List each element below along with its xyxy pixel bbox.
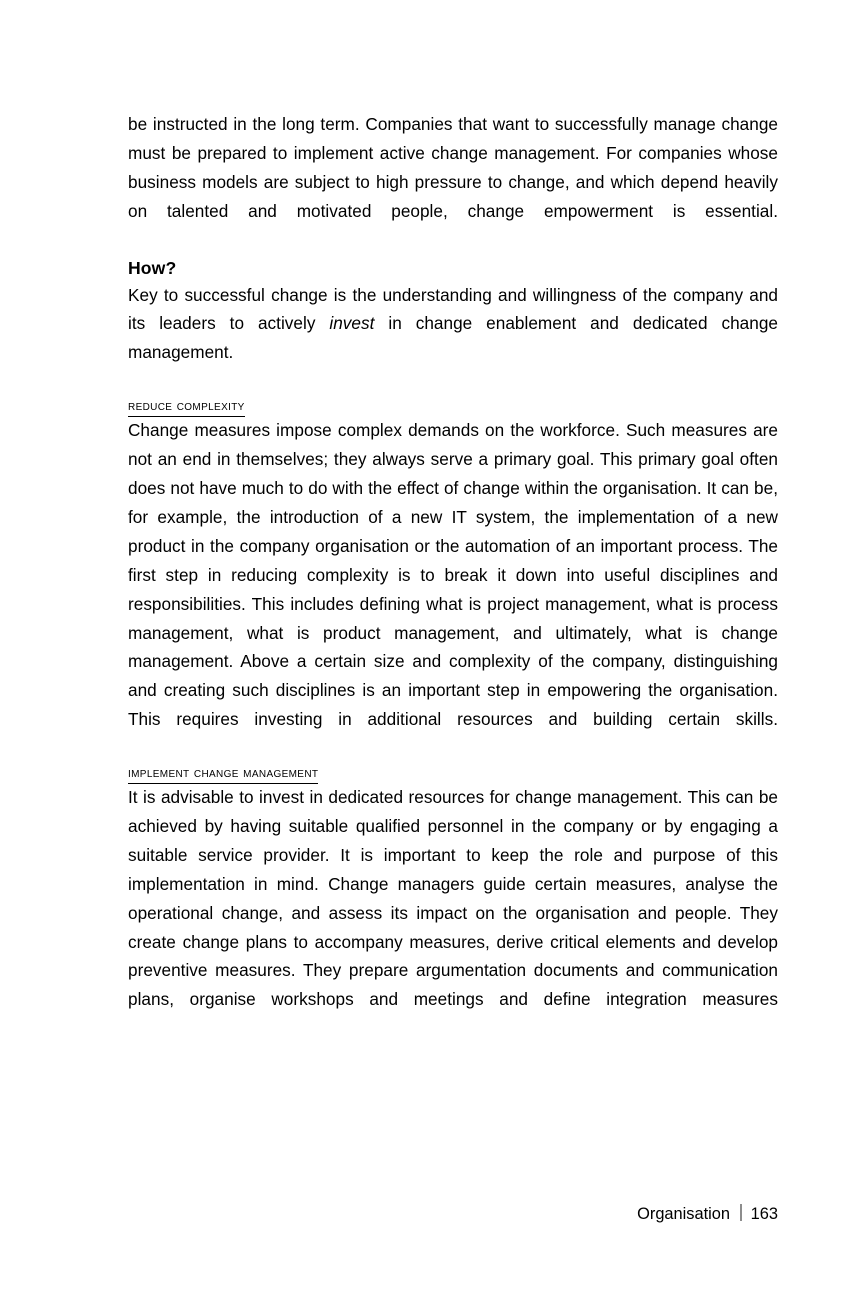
page-text-column <box>128 110 778 1043</box>
subheading-implement-change-management <box>128 763 778 783</box>
paragraph-reduce-complexity-body: Change measures impose complex demands on the workforce. Such measures are not an end in themselves; they always serve a primary goal. This primary goal often does not have much to do with the effect of change within the organisation. It can be, for example, the introduction of a new IT system, the implementation of a new product in the company organisation or the automation of an important process. The first step in reducing complexity is to break it down into useful disciplines and responsibilities. This includes defining what is project management, what is process management, what is product management, and ultimately, what is change management. Above a certain size and complexity of the company, distinguishing and creating such disciplines is an important step in empowering the organisation. This requires investing in additional resources and building certain skills. <box>128 420 778 730</box>
emphasis-invest: invest <box>329 313 375 334</box>
paragraph-continued-intro: be instructed in the long term. Companies that want to successfully manage change must be prepared to implement active change management. For companies whose business models are subject to high pressure to change, and which depend heavily on talented and motivated people, change empowerment is essential. <box>128 114 778 221</box>
page-footer <box>128 1203 778 1225</box>
paragraph-implement-change-management-body: It is advisable to invest in dedicated resources for change management. This can be achieved by having suitable qualified personnel in the company or by engaging a suitable service provider. It is important to keep the role and purpose of this implementation in mind. Change managers guide certain measures, analyse the operational change, and assess its impact on the organisation and people. They create change plans to accompany measures, derive critical elements and develop preventive measures. They prepare argumentation documents and communication plans, organise workshops and meetings and define integration measures <box>128 787 778 1010</box>
paragraph-text-tail: in change enablement and dedicated change management. <box>128 313 778 363</box>
subheading-reduce-complexity-label: reduce complexity <box>128 398 245 417</box>
footer-page-number: 163 <box>750 1205 778 1223</box>
footer-chapter-label: Organisation <box>637 1205 731 1223</box>
subheading-implement-change-management-label: implement change management <box>128 765 318 784</box>
footer-separator-icon <box>740 1204 742 1221</box>
paragraph-text-lead: Key to successful change is the understanding and willingness of the company and its leaders to actively <box>128 284 778 334</box>
subheading-reduce-complexity <box>128 396 778 416</box>
paragraph-key-to-successful-change <box>128 281 778 397</box>
section-heading-how: How? <box>128 257 177 278</box>
